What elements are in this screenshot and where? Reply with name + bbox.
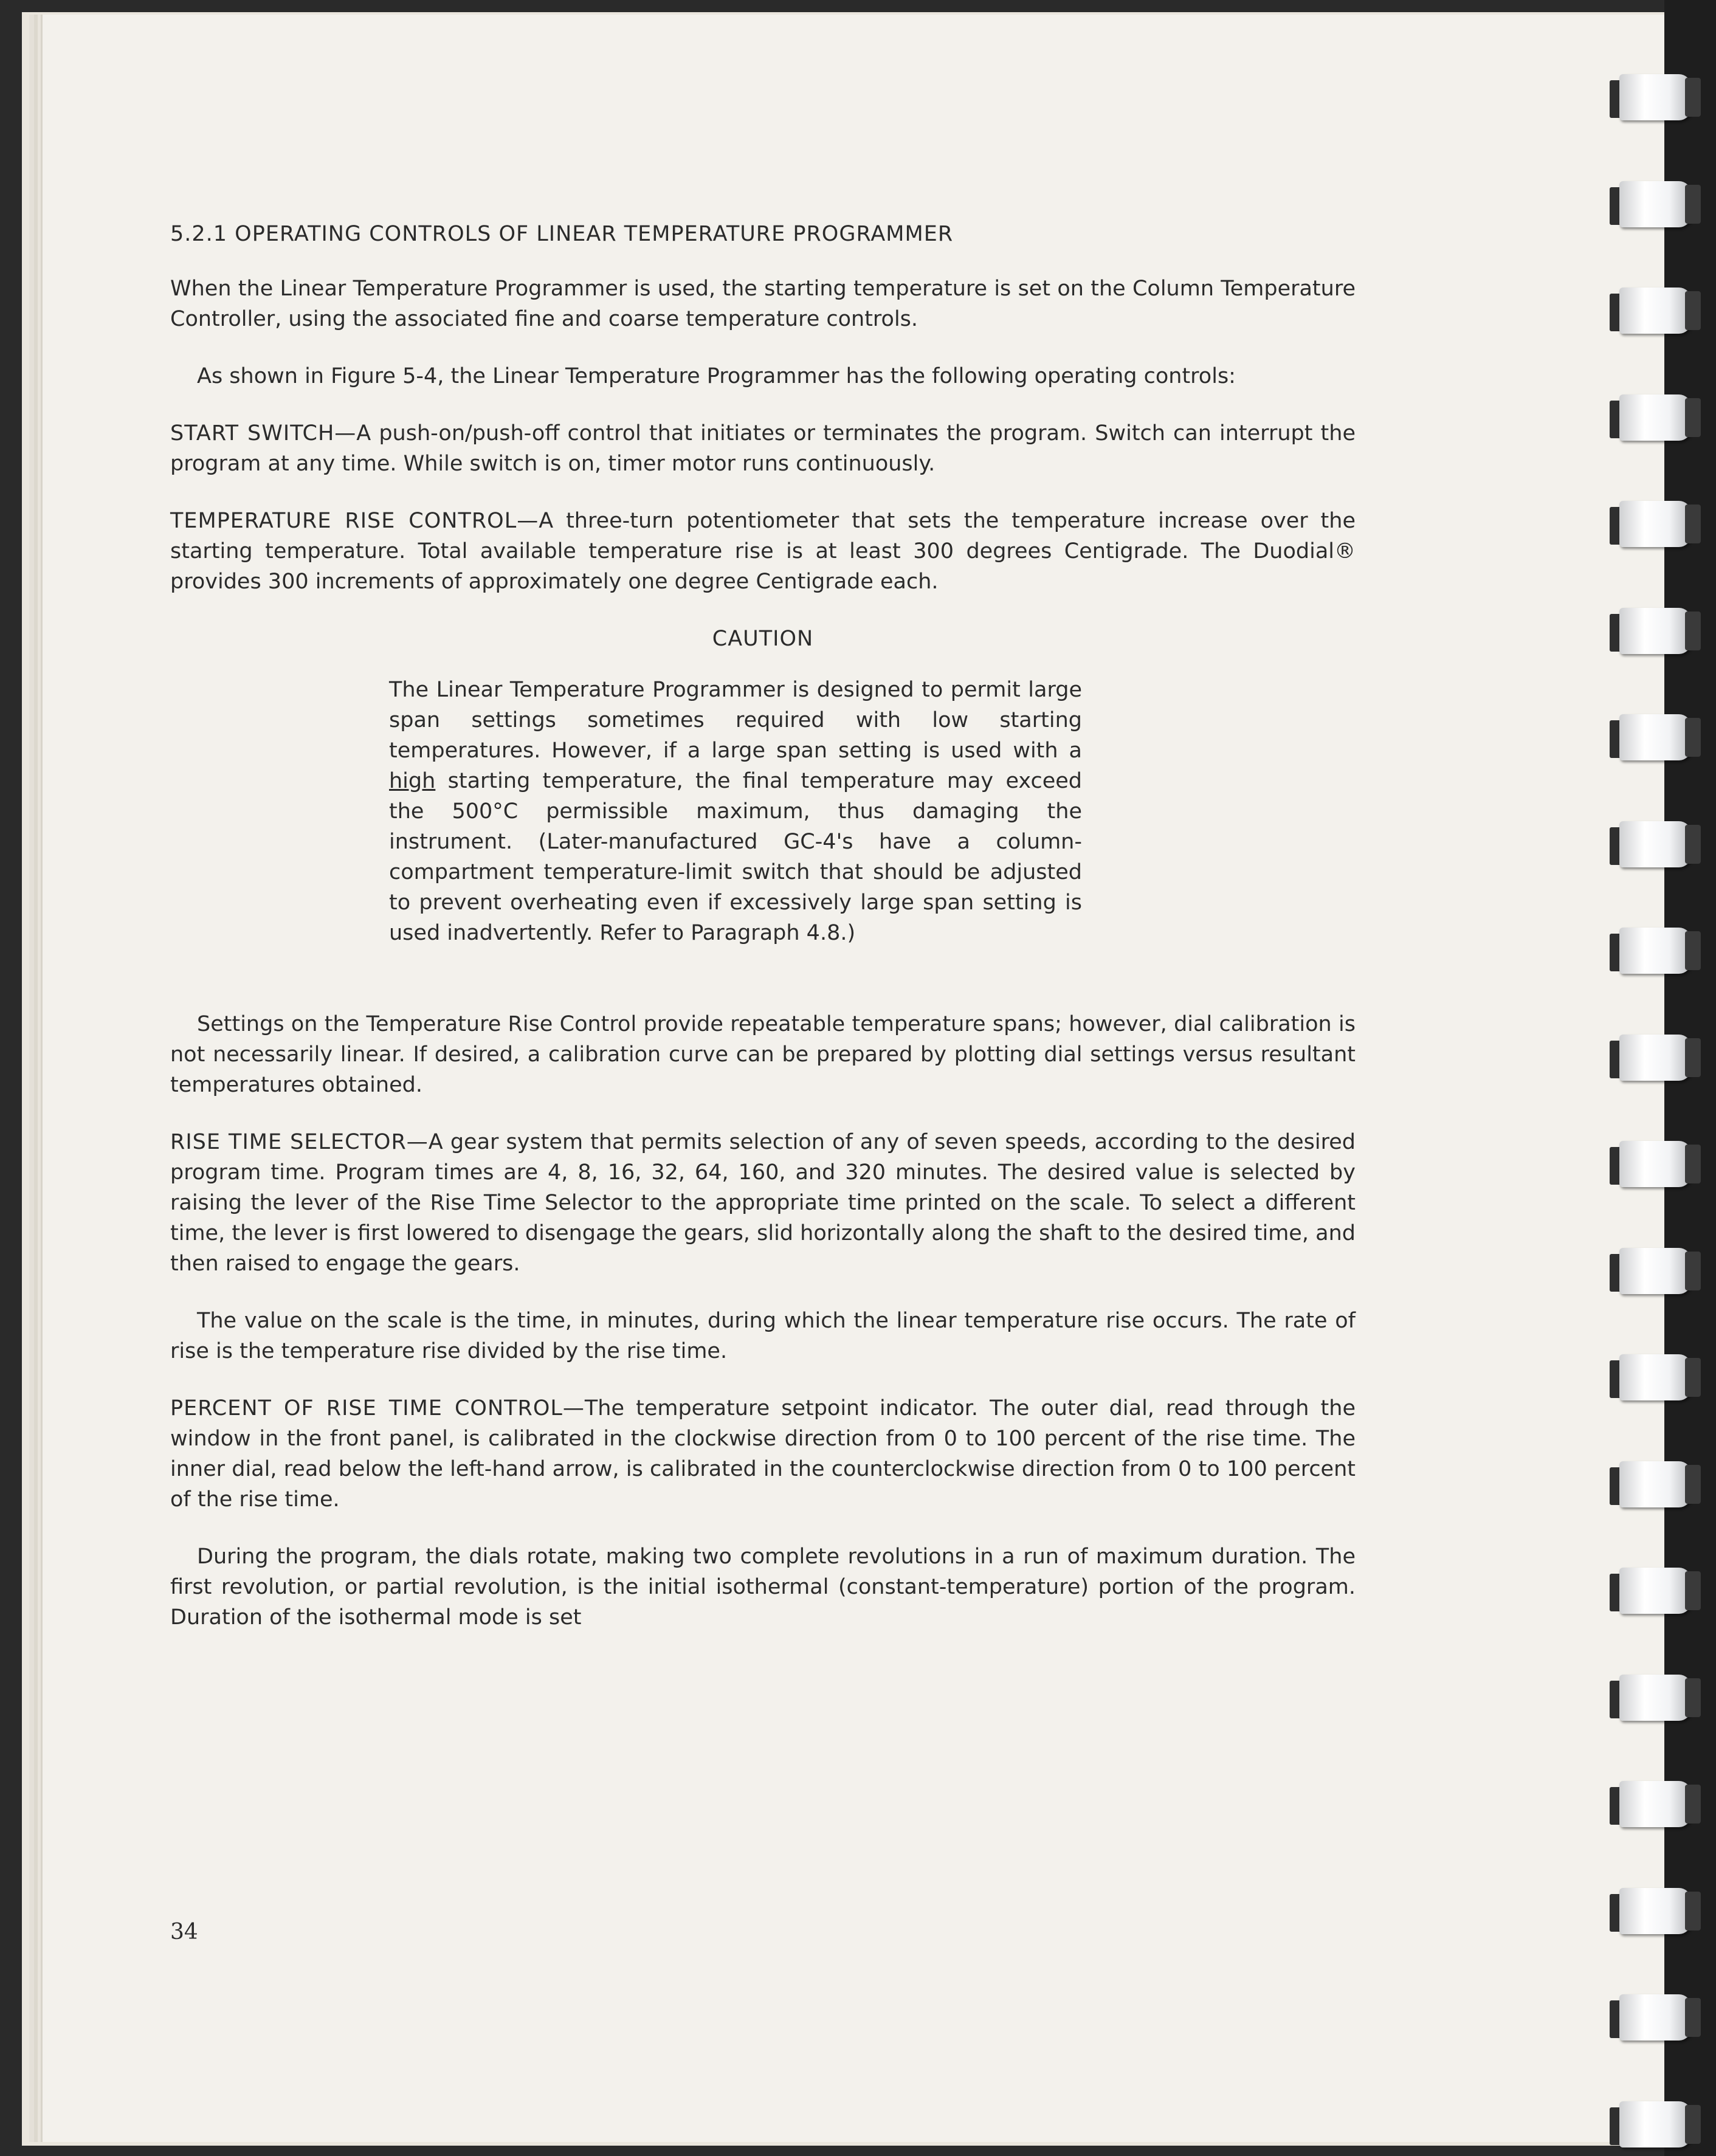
ring-loop — [1619, 1568, 1691, 1614]
ring-tip — [1685, 291, 1701, 330]
paragraph-rise-time — [170, 1127, 1356, 1279]
ring-loop — [1619, 928, 1691, 974]
text-start-switch: A push-on/push-off control that initiates or terminates the program. Switch can interrupt the program at any time. While switch is on, timer motor runs continuously. — [170, 421, 1356, 476]
ring-tip — [1685, 1678, 1701, 1717]
ring-tip — [1685, 185, 1701, 224]
ring-loop — [1619, 1994, 1691, 2041]
ring-tip — [1685, 505, 1701, 543]
binding-ring — [1610, 1886, 1707, 1940]
ring-tip — [1685, 1252, 1701, 1290]
binding-ring — [1610, 925, 1707, 980]
paragraph-figure-ref: As shown in Figure 5-4, the Linear Temperature Programmer has the following operating controls: — [197, 364, 1236, 388]
binding-ring — [1610, 392, 1707, 447]
binding-ring — [1610, 605, 1707, 660]
ring-loop — [1619, 1354, 1691, 1400]
ring-tip — [1685, 1998, 1701, 2037]
ring-loop — [1619, 1035, 1691, 1081]
ring-loop — [1619, 608, 1691, 654]
binding-ring — [1610, 2099, 1707, 2154]
paragraph-scale-value: The value on the scale is the time, in minutes, during which the linear temperature rise occurs. The rate of rise is the temperature rise divided by the rise time. — [170, 1309, 1356, 1363]
ring-loop — [1619, 288, 1691, 334]
ring-tip — [1685, 78, 1701, 117]
binding-ring — [1610, 819, 1707, 873]
ring-tip — [1685, 1892, 1701, 1930]
binding-ring — [1610, 1352, 1707, 1407]
caution-underlined-word: high — [389, 769, 436, 793]
ring-tip — [1685, 1145, 1701, 1183]
paragraph-start-switch — [170, 418, 1356, 479]
ring-tip — [1685, 825, 1701, 864]
ring-loop — [1619, 714, 1691, 760]
ring-loop — [1619, 2101, 1691, 2147]
paragraph-settings: Settings on the Temperature Rise Control provide repeatable temperature spans; however, dial calibration is not necessarily linear. If desired, a calibration curve can be prepared by plotting dial settings versus resultant temperatures obtained. — [170, 1012, 1356, 1097]
binding-ring — [1610, 72, 1707, 126]
page-body — [170, 219, 1356, 1659]
ring-tip — [1685, 1358, 1701, 1397]
ring-tip — [1685, 718, 1701, 757]
text-temperature-rise: A three-turn potentiometer that sets the temperature increase over the starting temperature. Total available temperature rise is at least 300 degrees Centigrade. The Duodial® provides 300 increments of approximately one degree Centigrade each. — [170, 509, 1356, 594]
binding-ring — [1610, 1779, 1707, 1833]
caution-text-before: The Linear Temperature Programmer is designed to permit large span settings sometimes required with low starting temperatures. However, if a large span setting is used with a — [389, 678, 1082, 763]
paragraph-intro: When the Linear Temperature Programmer is used, the starting temperature is set on the Column Temperature Controller, using the associated fine and coarse temperature controls. — [170, 277, 1356, 331]
term-start-switch: START SWITCH— — [170, 421, 357, 446]
binding-ring — [1610, 1032, 1707, 1087]
binding-ring — [1610, 1672, 1707, 1727]
binding-ring — [1610, 1565, 1707, 1620]
paragraph-percent-rise-time — [170, 1393, 1356, 1515]
paragraph-during-program: During the program, the dials rotate, making two complete revolutions in a run of maximum duration. The first revolution, or partial revolution, is the initial isothermal (constant-temperature) portion of the program. Duration of the isothermal mode is set — [170, 1545, 1356, 1630]
binding-ring — [1610, 712, 1707, 766]
term-percent-rise-time: PERCENT OF RISE TIME CONTROL— — [170, 1396, 585, 1421]
caution-text-after: starting temperature, the final temperature may exceed the 500°C permissible maximum, thus damaging the instrument. (Later-manufactured GC-4's have a column-compartment temperature-limit switch that should be adjusted to prevent overheating even if excessively large span setting is used inadvertently. Refer to Paragraph 4.8.) — [389, 769, 1082, 945]
ring-loop — [1619, 821, 1691, 867]
binding-ring — [1610, 1459, 1707, 1514]
ring-loop — [1619, 1461, 1691, 1507]
ring-loop — [1619, 181, 1691, 227]
ring-loop — [1619, 1248, 1691, 1294]
binding-ring — [1610, 498, 1707, 553]
ring-tip — [1685, 398, 1701, 437]
ring-loop — [1619, 1888, 1691, 1934]
ring-tip — [1685, 1038, 1701, 1077]
binding-ring — [1610, 1138, 1707, 1193]
binding-ring — [1610, 285, 1707, 340]
ring-tip — [1685, 1465, 1701, 1504]
term-temperature-rise: TEMPERATURE RISE CONTROL— — [170, 509, 539, 533]
section-heading: 5.2.1 OPERATING CONTROLS OF LINEAR TEMPERATURE PROGRAMMER — [170, 222, 954, 246]
text-percent-rise-time: The temperature setpoint indicator. The outer dial, read through the window in the front panel, is calibrated in the clockwise direction from 0 to 100 percent of the rise time. The inner dial, read below the left-hand arrow, is calibrated in the counterclockwise direction from 0 to 100 percent of the rise time. — [170, 1396, 1356, 1512]
ring-loop — [1619, 501, 1691, 547]
ring-tip — [1685, 931, 1701, 970]
binding-ring — [1610, 1992, 1707, 2047]
ring-tip — [1685, 2105, 1701, 2144]
binding-ring — [1610, 1245, 1707, 1300]
ring-loop — [1619, 1781, 1691, 1827]
paragraph-temperature-rise — [170, 506, 1356, 597]
ring-loop — [1619, 74, 1691, 120]
ring-tip — [1685, 1785, 1701, 1824]
ring-tip — [1685, 611, 1701, 650]
ring-loop — [1619, 1675, 1691, 1721]
ring-tip — [1685, 1571, 1701, 1610]
ring-loop — [1619, 1141, 1691, 1187]
binding-ring — [1610, 179, 1707, 233]
page-number: 34 — [170, 1920, 198, 1944]
term-rise-time: RISE TIME SELECTOR— — [170, 1130, 429, 1154]
caution-title: CAUTION — [712, 627, 814, 651]
caution-text — [389, 675, 1082, 948]
text-rise-time: A gear system that permits selection of any of seven speeds, according to the desired program time. Program times are 4, 8, 16, 32, 64, 160, and 320 minutes. The desired value is selected by raising the lever of the Rise Time Selector to the appropriate time printed on the scale. To select a different time, the lever is first lowered to disengage the gears, slid horizontally along the shaft to the desired time, and then raised to engage the gears. — [170, 1130, 1356, 1276]
ring-loop — [1619, 394, 1691, 441]
